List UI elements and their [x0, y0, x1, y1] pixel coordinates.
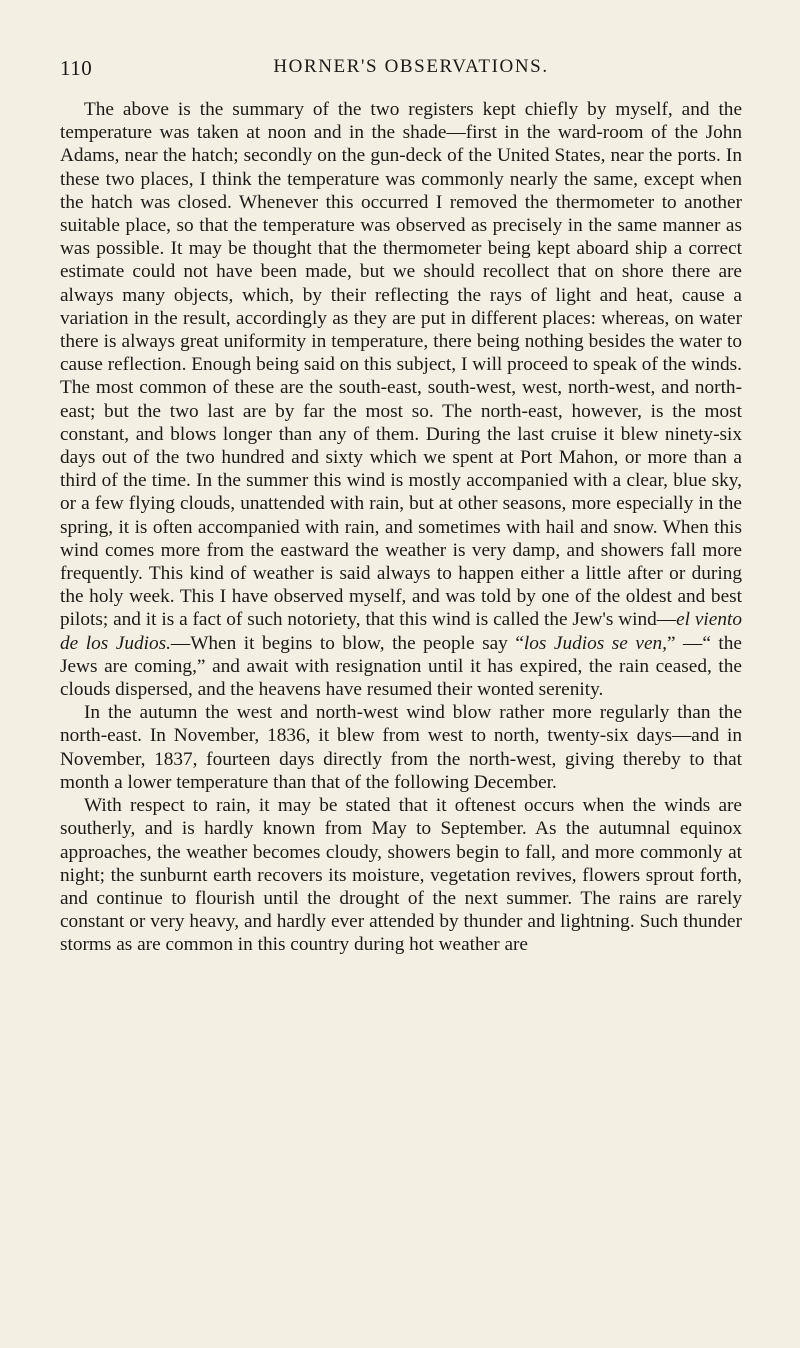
paragraph-1	[60, 98, 742, 701]
running-head	[60, 56, 742, 86]
paragraph-1-italic-quote: los Judios se ven,	[523, 632, 667, 654]
paragraph-2: In the autumn the west and north-west wind blow rather more regularly than the north-east. In November, 1836, it blew from west to north, twenty-six days—and in November, 1837, fourteen days directly from the north-west, giving thereby to that month a lower temperature than that of the following December.	[60, 702, 742, 793]
paragraph-1-italic-phrase: el viento de los Judios.	[60, 609, 742, 654]
paragraph-1-text: The above is the summary of the two registers kept chiefly by myself, and the temperature was taken at noon and in the shade—first in the ward-room of the John Adams, near the hatch; secondly on the gun-deck of the United States, near the ports. In these two places, I think the temperature was commonly nearly the same, except when the hatch was closed. Whenever this occurred I removed the thermometer to another suitable place, so that the temperature was observed as precisely in the same manner as was possible. It may be thought that the thermometer being kept aboard ship a correct estimate could not have been made, but we should recollect that on shore there are always many objects, which, by their reflecting the rays of light and heat, cause a variation in the result, accordingly as they are put in different places: whereas, on water there is always great uniformity in temperature, there being nothing besides the water to cause reflection. Enough being said on this subject, I will proceed to speak of the winds. The most common of these are the south-east, south-west, west, north-west, and north-east; but the two last are by far the most so. The north-east, however, is the most constant, and blows longer than any of them. During the last cruise it blew ninety-six days out of the two hundred and sixty which we spent at Port Mahon, or more than a third of the time. In the summer this wind is mostly accompanied with a clear, blue sky, or a few flying clouds, unattended with rain, but at other seasons, more especially in the spring, it is often accompanied with rain, and sometimes with hail and snow. When this wind comes more from the eastward the weather is very damp, and showers fall more frequently. This kind of weather is said always to happen either a little after or during the holy week. This I have observed myself, and was told by one of the oldest and best pilots; and it is a fact of such notoriety, that this wind is called the Jew's wind—	[60, 99, 742, 631]
paragraph-3: With respect to rain, it may be stated that it oftenest occurs when the winds are southerly, and is hardly known from May to September. As the autumnal equinox approaches, the weather becomes cloudy, showers begin to fall, and more commonly at night; the sunburnt earth recovers its moisture, vegetation revives, flowers sprout forth, and continue to flourish until the drought of the next summer. The rains are rarely constant or very heavy, and hardly ever attended by thunder and lightning. Such thunder storms as are common in this country during hot weather are	[60, 795, 742, 956]
page-number: 110	[60, 56, 93, 80]
running-title: HORNER'S OBSERVATIONS.	[273, 56, 549, 77]
paragraph-1-text-2: —When it begins to blow, the people say “	[170, 632, 524, 654]
body-text	[60, 98, 742, 957]
paragraph-1-text-3: ” —“ the Jews are coming,” and await with resignation until it has expired, the rain ceased, the clouds dispersed, and the heavens have resumed their wonted serenity.	[60, 632, 742, 701]
